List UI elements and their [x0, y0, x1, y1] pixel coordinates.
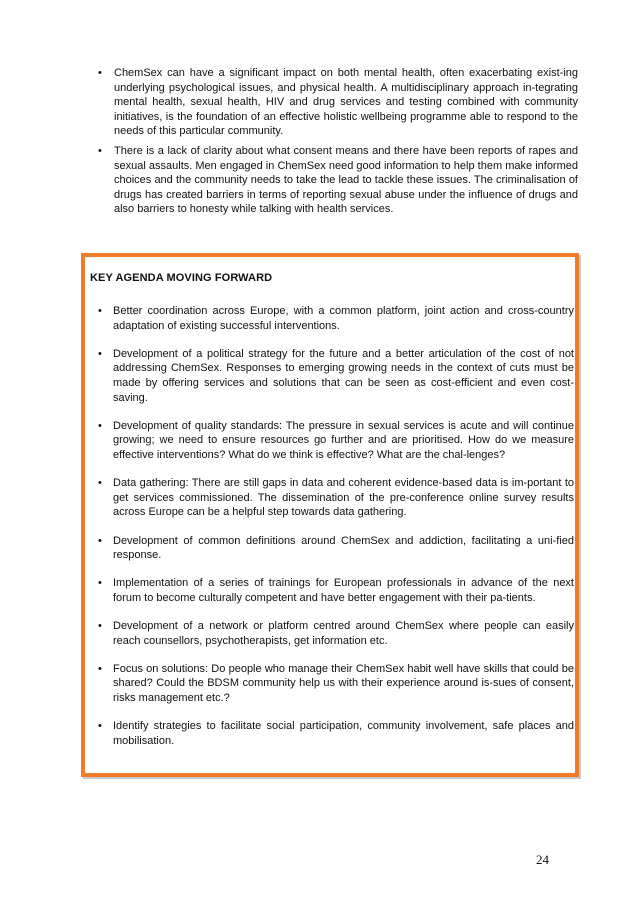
agenda-item-text: Development of a political strategy for the future and a better articulation of the cost of not addressing ChemSex. Responses to emerging growing needs in the context of cuts must be made by offering services and solutions that can be seen as cost-efficient and even cost-saving. — [113, 347, 574, 404]
bullet-icon: • — [98, 144, 102, 157]
agenda-item — [98, 476, 574, 520]
intro-bullet-text: There is a lack of clarity about what consent means and there have been reports of rapes and sexual assaults. Men engaged in ChemSex need good information to help them make informed choices and the community needs to take the lead to tackle these issues. The criminalisation of drugs has created barriers in terms of reporting sexual abuse under the influence of drugs and also barriers to honesty while talking with health services. — [114, 144, 578, 216]
agenda-item-text: Focus on solutions: Do people who manage their ChemSex habit well have skills that could be shared? Could the BDSM community help us with their experience around is-sues of consent, risks management etc.? — [113, 662, 574, 705]
key-agenda-title: KEY AGENDA MOVING FORWARD — [90, 272, 273, 284]
page-number: 24 — [536, 852, 549, 867]
bullet-icon: • — [98, 577, 102, 590]
agenda-item-text: Implementation of a series of trainings for European professionals in advance of the next forum to become culturally competent and have better engagement with their pa-tients. — [113, 577, 574, 604]
agenda-item-text: Development of a network or platform centred around ChemSex where people can easily reach counsellors, psychotherapists, get information etc. — [113, 620, 574, 647]
agenda-item — [98, 662, 574, 706]
bullet-icon: • — [98, 67, 102, 79]
agenda-item — [98, 619, 574, 648]
intro-bullet-text: ChemSex can have a significant impact on both mental health, often exacerbating exist-ing underlying psychological issues, and physical health. A multidisciplinary approach in-tegrating mental health, sexual health, HIV and drug services and testing combined with community initiatives, is the foundation of an effective holistic wellbeing programme able to respond to the needs of this particular community. — [114, 67, 578, 138]
bullet-icon: • — [98, 305, 102, 317]
agenda-item — [98, 576, 574, 605]
agenda-item — [98, 719, 574, 748]
agenda-item — [98, 347, 574, 405]
agenda-item-text: Development of common definitions around ChemSex and addiction, facilitating a uni-fied response. — [113, 534, 574, 562]
intro-bullet-1 — [98, 66, 578, 139]
bullet-icon: • — [98, 419, 102, 432]
agenda-item-text: Identify strategies to facilitate social participation, community involvement, safe places and mobilisation. — [113, 720, 574, 747]
agenda-item-text: Data gathering: There are still gaps in data and coherent evidence-based data is im-portant to get services commissioned. The dissemination of the pre-conference online survey results across Europe can be a helpful step towards data gathering. — [113, 477, 574, 519]
agenda-item — [98, 534, 574, 563]
bullet-icon: • — [98, 534, 102, 547]
bullet-icon: • — [98, 620, 102, 633]
bullet-icon: • — [98, 477, 102, 490]
bullet-icon: • — [98, 720, 102, 733]
bullet-icon: • — [98, 347, 102, 360]
intro-bullet-list — [98, 66, 578, 222]
key-agenda-list — [98, 304, 574, 762]
agenda-item-text: Better coordination across Europe, with a common platform, joint action and cross-country adaptation of existing successful interventions. — [113, 305, 574, 332]
agenda-item — [98, 419, 574, 463]
agenda-item — [98, 304, 574, 333]
bullet-icon: • — [98, 662, 102, 675]
intro-bullet-2 — [98, 144, 578, 217]
agenda-item-text: Development of quality standards: The pressure in sexual services is acute and will continue growing; we need to ensure resources go further and are prioritised. How do we measure effective interventions? What do we think is effective? What are the chal-lenges? — [113, 419, 574, 461]
